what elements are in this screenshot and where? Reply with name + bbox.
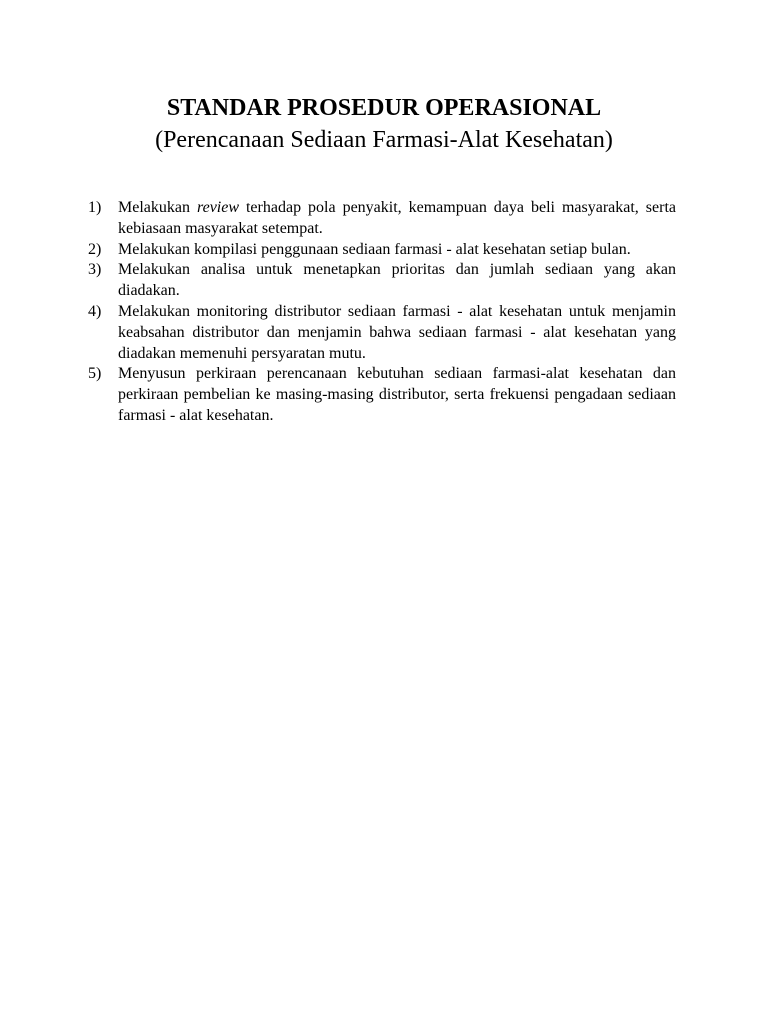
document-title: STANDAR PROSEDUR OPERASIONAL <box>166 95 602 121</box>
list-item-2 <box>88 240 676 261</box>
list-item-number: 3) <box>88 261 102 279</box>
list-item-number: 1) <box>88 199 102 216</box>
list-item-italic-term: review <box>196 199 240 216</box>
list-item-text: Melakukan kompilasi penggunaan sediaan farmasi - alat kesehatan setiap bulan. <box>118 240 631 258</box>
list-item-3 <box>88 260 676 302</box>
list-item-text-start: Melakukan <box>118 199 197 216</box>
list-item-text-end: terhadap pola penyakit, kemampuan daya beli masyarakat, serta kebiasaan masyarakat setempat. <box>118 199 676 237</box>
list-item-number: 5) <box>88 365 102 383</box>
list-item-number: 2) <box>88 240 102 258</box>
list-item-number: 4) <box>88 302 102 320</box>
list-item-text: Menyusun perkiraan perencanaan kebutuhan sediaan farmasi-alat kesehatan dan perkiraan pembelian ke masing-masing distributor, serta frekuensi pengadaan sediaan farmasi - alat kesehatan. <box>118 365 676 424</box>
document-subtitle: (Perencanaan Sediaan Farmasi-Alat Kesehatan) <box>155 127 613 153</box>
procedure-list <box>88 198 676 427</box>
list-item-text: Melakukan monitoring distributor sediaan farmasi - alat kesehatan untuk menjamin keabsahan distributor dan menjamin bahwa sediaan farmasi - alat kesehatan yang diadakan memenuhi persyaratan mutu. <box>118 302 676 362</box>
list-item-text: Melakukan analisa untuk menetapkan prioritas dan jumlah sediaan yang akan diadakan. <box>118 261 676 300</box>
list-item-5 <box>88 364 676 426</box>
list-item-4 <box>88 302 676 364</box>
list-item-1 <box>88 198 676 240</box>
